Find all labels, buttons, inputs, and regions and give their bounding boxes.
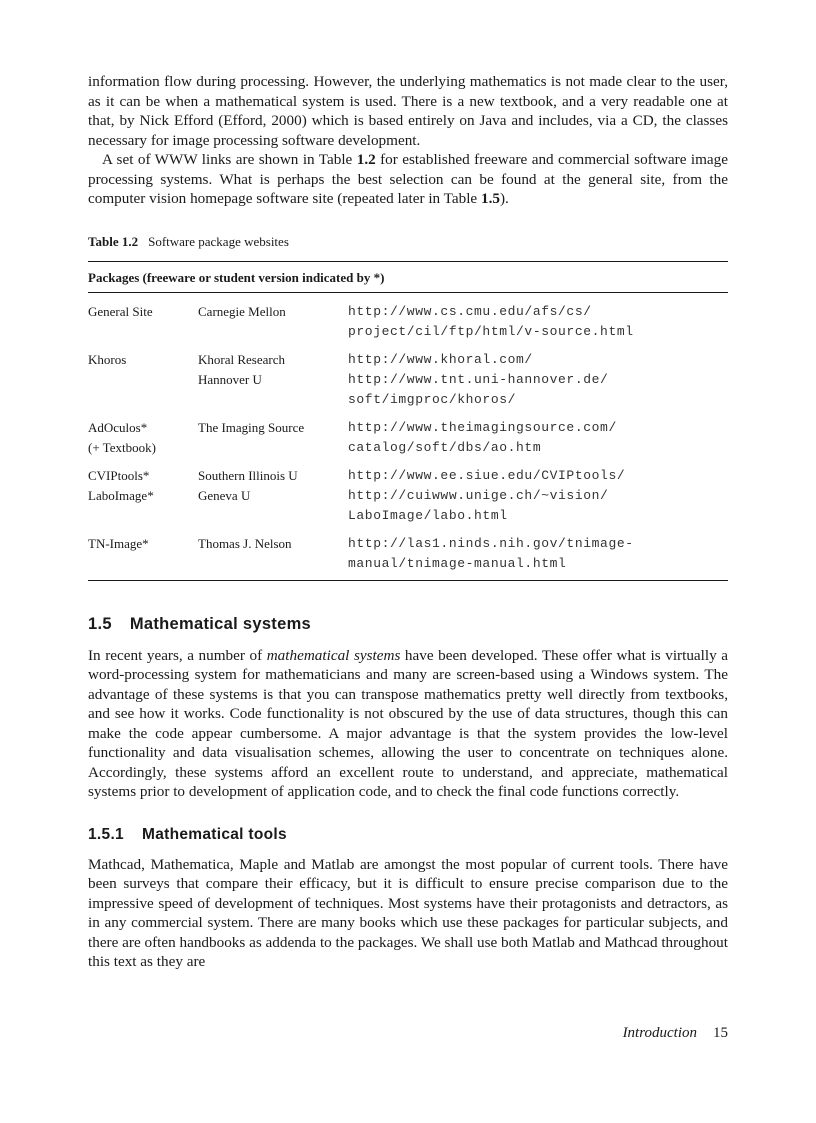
table-cell-c1 <box>88 526 198 581</box>
table-cell-c3 <box>348 292 728 342</box>
table-cell-c2 <box>198 342 348 410</box>
cell-line: General Site <box>88 303 153 319</box>
table-header: Packages (freeware or student version indicated by *) <box>88 261 728 292</box>
table-row <box>88 292 728 342</box>
cell-line: CVIPtools* <box>88 467 150 483</box>
section-heading <box>88 615 728 634</box>
table-caption-text: Software package websites <box>148 233 289 249</box>
table-label: Table 1.2 <box>88 233 139 249</box>
table-cell-c3 <box>348 458 728 526</box>
software-package-table <box>88 261 728 581</box>
table-cell-c3 <box>348 410 728 458</box>
cell-line: project/cil/ftp/html/v-source.html <box>348 323 634 339</box>
table-ref-1-5: 1.5 <box>480 190 500 207</box>
cell-line: http://las1.ninds.nih.gov/tnimage- <box>348 535 634 551</box>
table-cell-c3 <box>348 526 728 581</box>
cell-line: Khoral Research <box>198 351 285 367</box>
section-number: 1.5 <box>88 614 112 633</box>
table-row <box>88 526 728 581</box>
table-cell-c2 <box>198 410 348 458</box>
table-cell-c1 <box>88 292 198 342</box>
cell-line: http://www.ee.siue.edu/CVIPtools/ <box>348 467 626 483</box>
section-title: Mathematical systems <box>129 614 312 633</box>
cell-line: http://www.tnt.uni-hannover.de/ <box>348 371 609 387</box>
table-row <box>88 342 728 410</box>
table-body <box>88 292 728 580</box>
cell-line: soft/imgproc/khoros/ <box>348 391 517 407</box>
intro-paragraph-1: information flow during processing. However, the underlying mathematics is not made clear to the user, as it can be when a mathematical system is used. There is a new textbook, and a very readable one at that, by Nick Efford (Efford, 2000) which is based entirely on Java and includes, via a CD, the classes necessary for image processing software development. <box>88 73 728 149</box>
cell-line: AdOculos* <box>88 419 148 435</box>
section-p-emphasis: mathematical systems <box>266 646 401 664</box>
running-footer-chapter: Introduction <box>622 1025 697 1041</box>
subsection-title: Mathematical tools <box>141 825 287 843</box>
cell-line: (+ Textbook) <box>88 439 156 455</box>
table-ref-1-2: 1.2 <box>356 151 376 168</box>
cell-line: http://www.khoral.com/ <box>348 351 533 367</box>
intro-p2-text-c: ). <box>499 190 509 207</box>
page-number: 15 <box>713 1025 728 1041</box>
table-cell-c3 <box>348 342 728 410</box>
subsection-paragraph: Mathcad, Mathematica, Maple and Matlab are amongst the most popular of current tools. There have been surveys that compare their efficacy, but it is difficult to ensure precise comparison due to the impressive speed of development of techniques. Most systems have their protagonists and detractors, as in any commercial system. There are many books which use these packages for particular subjects, and there are often handbooks as addenda to the packages. We shall use both Matlab and Mathcad throughout this text as they are <box>88 855 728 970</box>
cell-line: http://www.theimagingsource.com/ <box>348 419 617 435</box>
subsection-heading <box>88 826 728 844</box>
cell-line: Thomas J. Nelson <box>198 535 292 551</box>
table-cell-c2 <box>198 292 348 342</box>
cell-line: http://cuiwww.unige.ch/~vision/ <box>348 487 609 503</box>
cell-line: Khoros <box>88 351 127 367</box>
intro-p2-text-b: for established freeware and commercial software image processing systems. What is perhaps the best selection can be found at the general site, from the computer vision homepage software site (repeated later in Table <box>88 151 728 207</box>
section-p-text-b: have been developed. These offer what is virtually a word-processing system for mathematicians and many are screen-based using a Windows system. The advantage of these systems is that you can transpose mathematics pretty well directly from textbooks, and see how it works. Code functionality is not obscured by the use of data structures, though this can make the code appear cumbersome. A major advantage is that the system provides the low-level functionality and data visualisation schemes, allowing the user to concentrate on techniques alone. Accordingly, these systems afford an excellent route to understand, and appreciate, mathematical systems prior to development of application code, and to check the final code functions correctly. <box>88 646 728 800</box>
cell-line: http://www.cs.cmu.edu/afs/cs/ <box>348 303 592 319</box>
cell-line: Hannover U <box>198 371 262 387</box>
cell-line: TN-Image* <box>88 535 149 551</box>
subsection-number: 1.5.1 <box>88 825 124 843</box>
table-row <box>88 458 728 526</box>
cell-line: Geneva U <box>198 487 251 503</box>
table-cell-c2 <box>198 526 348 581</box>
cell-line: Southern Illinois U <box>198 467 298 483</box>
cell-line: Carnegie Mellon <box>198 303 286 319</box>
cell-line: LaboImage* <box>88 487 154 503</box>
cell-line: manual/tnimage-manual.html <box>348 555 567 571</box>
table-caption <box>88 233 728 251</box>
table-row <box>88 410 728 458</box>
section-paragraph <box>88 646 728 802</box>
page-body <box>88 72 728 972</box>
table-cell-c1 <box>88 342 198 410</box>
cell-line: LaboImage/labo.html <box>348 507 508 523</box>
table-cell-c2 <box>198 458 348 526</box>
section-p-text-a: In recent years, a number of <box>88 646 267 664</box>
page-footer <box>88 1025 728 1042</box>
cell-line: The Imaging Source <box>198 419 305 435</box>
cell-line: catalog/soft/dbs/ao.htm <box>348 439 542 455</box>
intro-paragraph-2 <box>88 150 728 209</box>
intro-p2-text-a: A set of WWW links are shown in Table <box>102 151 357 168</box>
table-cell-c1 <box>88 410 198 458</box>
table-cell-c1 <box>88 458 198 526</box>
